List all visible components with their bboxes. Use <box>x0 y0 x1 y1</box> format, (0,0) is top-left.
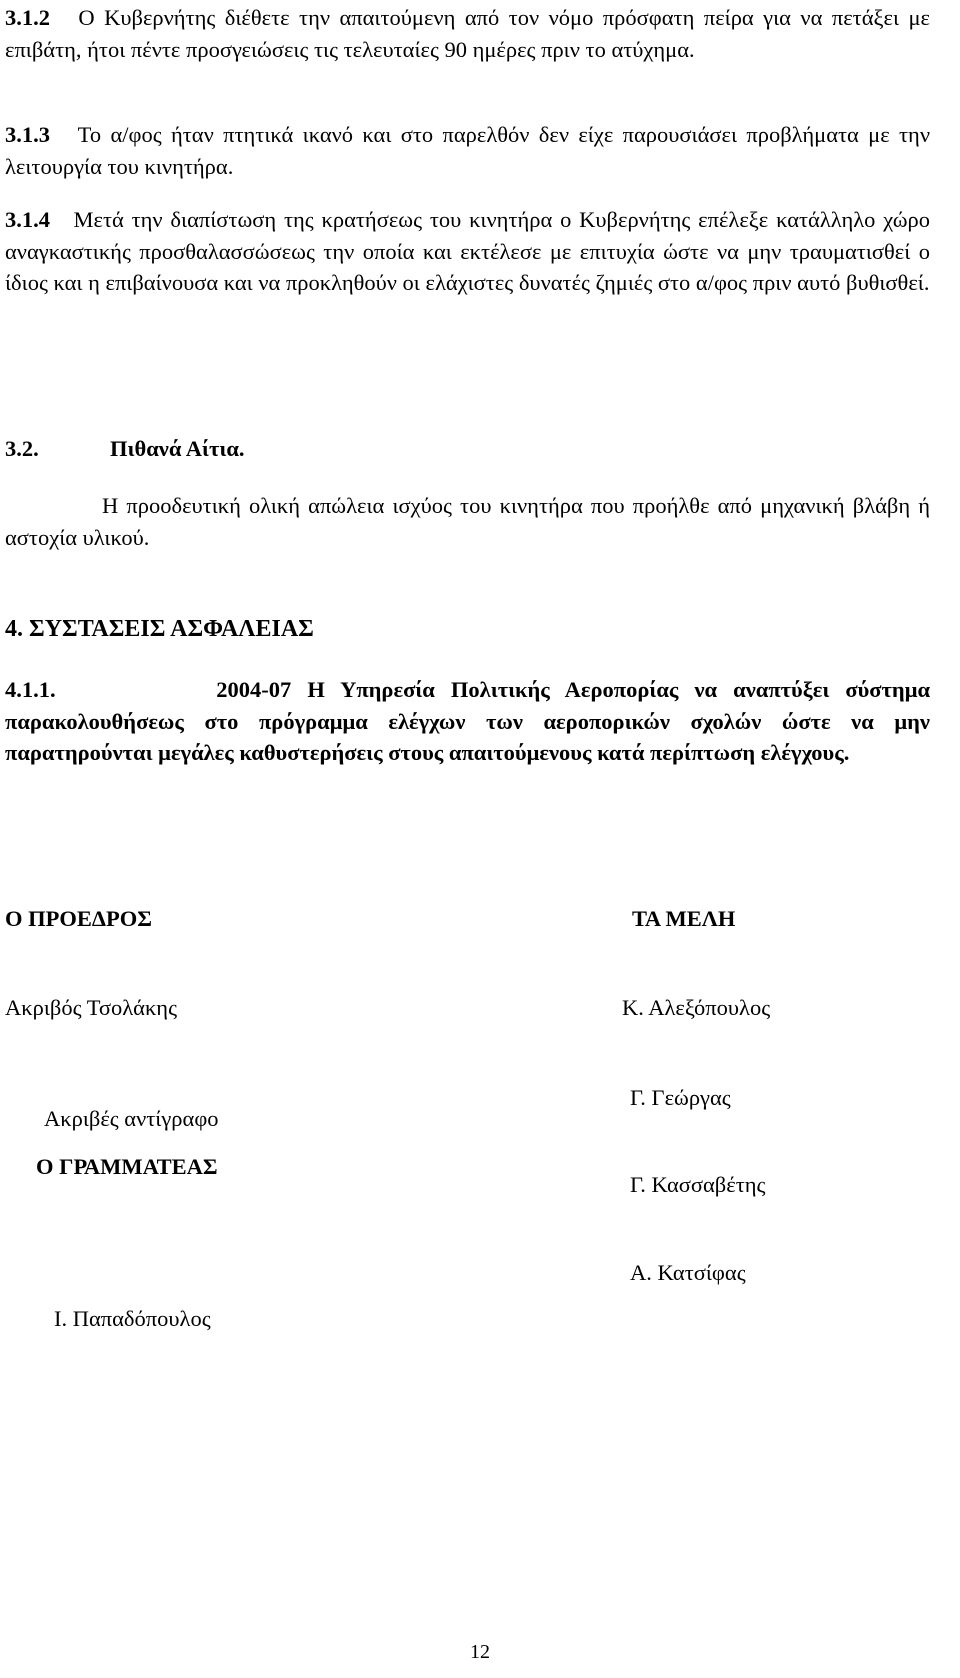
secretary-title: Ο ΓΡΑΜΜΑΤΕΑΣ <box>36 1154 218 1179</box>
president-title: Ο ΠΡΟΕΔΡΟΣ <box>5 906 152 931</box>
paragraph-3-1-2 <box>5 2 930 65</box>
member-name: Γ. Κασσαβέτης <box>630 1172 766 1197</box>
paragraph-text: Μετά την διαπίστωση της κρατήσεως του κινητήρα ο Κυβερνήτης επέλεξε κατάλληλο χώρο αναγκαστικής προσθαλασσώσεως την οποία και εκτέλεσε με επιτυχία ώστε να μην τραυματισθεί ο ίδιος και η επιβαίνουσα και να προκληθούν οι ελάχιστες δυνατές ζημιές στο α/φος πριν αυτό βυθισθεί. <box>5 207 930 295</box>
paragraph-text: 2004-07 Η Υπηρεσία Πολιτικής Αεροπορίας να αναπτύξει σύστημα παρακολουθήσεως στο πρόγραμμα ελέγχων των αεροπορικών σχολών ώστε να μην παρατηρούνται μεγάλες καθυστερήσεις στους απαιτούμενους κατά περίπτωση ελέγχους. <box>5 677 931 765</box>
member-name: Α. Κατσίφας <box>630 1260 746 1285</box>
copy-label: Ακριβές αντίγραφο <box>44 1106 219 1131</box>
president-name: Ακριβός Τσολάκης <box>5 995 177 1020</box>
paragraph-text: Ο Κυβερνήτης διέθετε την απαιτούμενη από τον νόμο πρόσφατη πείρα για να πετάξει με επιβάτη, ήτοι πέντε προσγειώσεις τις τελευταίες 90 ημέρες πριν το ατύχημα. <box>5 5 930 62</box>
members-title: ΤΑ ΜΕΛΗ <box>632 906 736 931</box>
section-number: 3.1.3 <box>5 122 50 147</box>
page-number: 12 <box>470 1641 490 1663</box>
paragraph-3-2: Η προοδευτική ολική απώλεια ισχύος του κινητήρα που προήλθε από μηχανική βλάβη ή αστοχία υλικού. <box>5 493 930 550</box>
section-number: 4.1.1. <box>5 677 56 702</box>
section-number: 3.1.2 <box>5 5 50 30</box>
section-number: 3.1.4 <box>5 207 50 232</box>
paragraph-3-1-3 <box>5 119 930 182</box>
member-name: Γ. Γεώργας <box>630 1085 731 1110</box>
section-number-3-2: 3.2. <box>5 436 39 461</box>
paragraph-4-1-1 <box>5 674 930 769</box>
member-name: Κ. Αλεξόπουλος <box>622 995 771 1020</box>
secretary-name: Ι. Παπαδόπουλος <box>54 1306 211 1331</box>
section-heading-4: 4. ΣΥΣΤΑΣΕΙΣ ΑΣΦΑΛΕΙΑΣ <box>5 616 314 642</box>
section-title-3-2: Πιθανά Αίτια. <box>110 436 245 461</box>
paragraph-text: Το α/φος ήταν πτητικά ικανό και στο παρελθόν δεν είχε παρουσιάσει προβλήματα με την λειτουργία του κινητήρα. <box>5 122 931 179</box>
paragraph-3-1-4 <box>5 204 930 299</box>
